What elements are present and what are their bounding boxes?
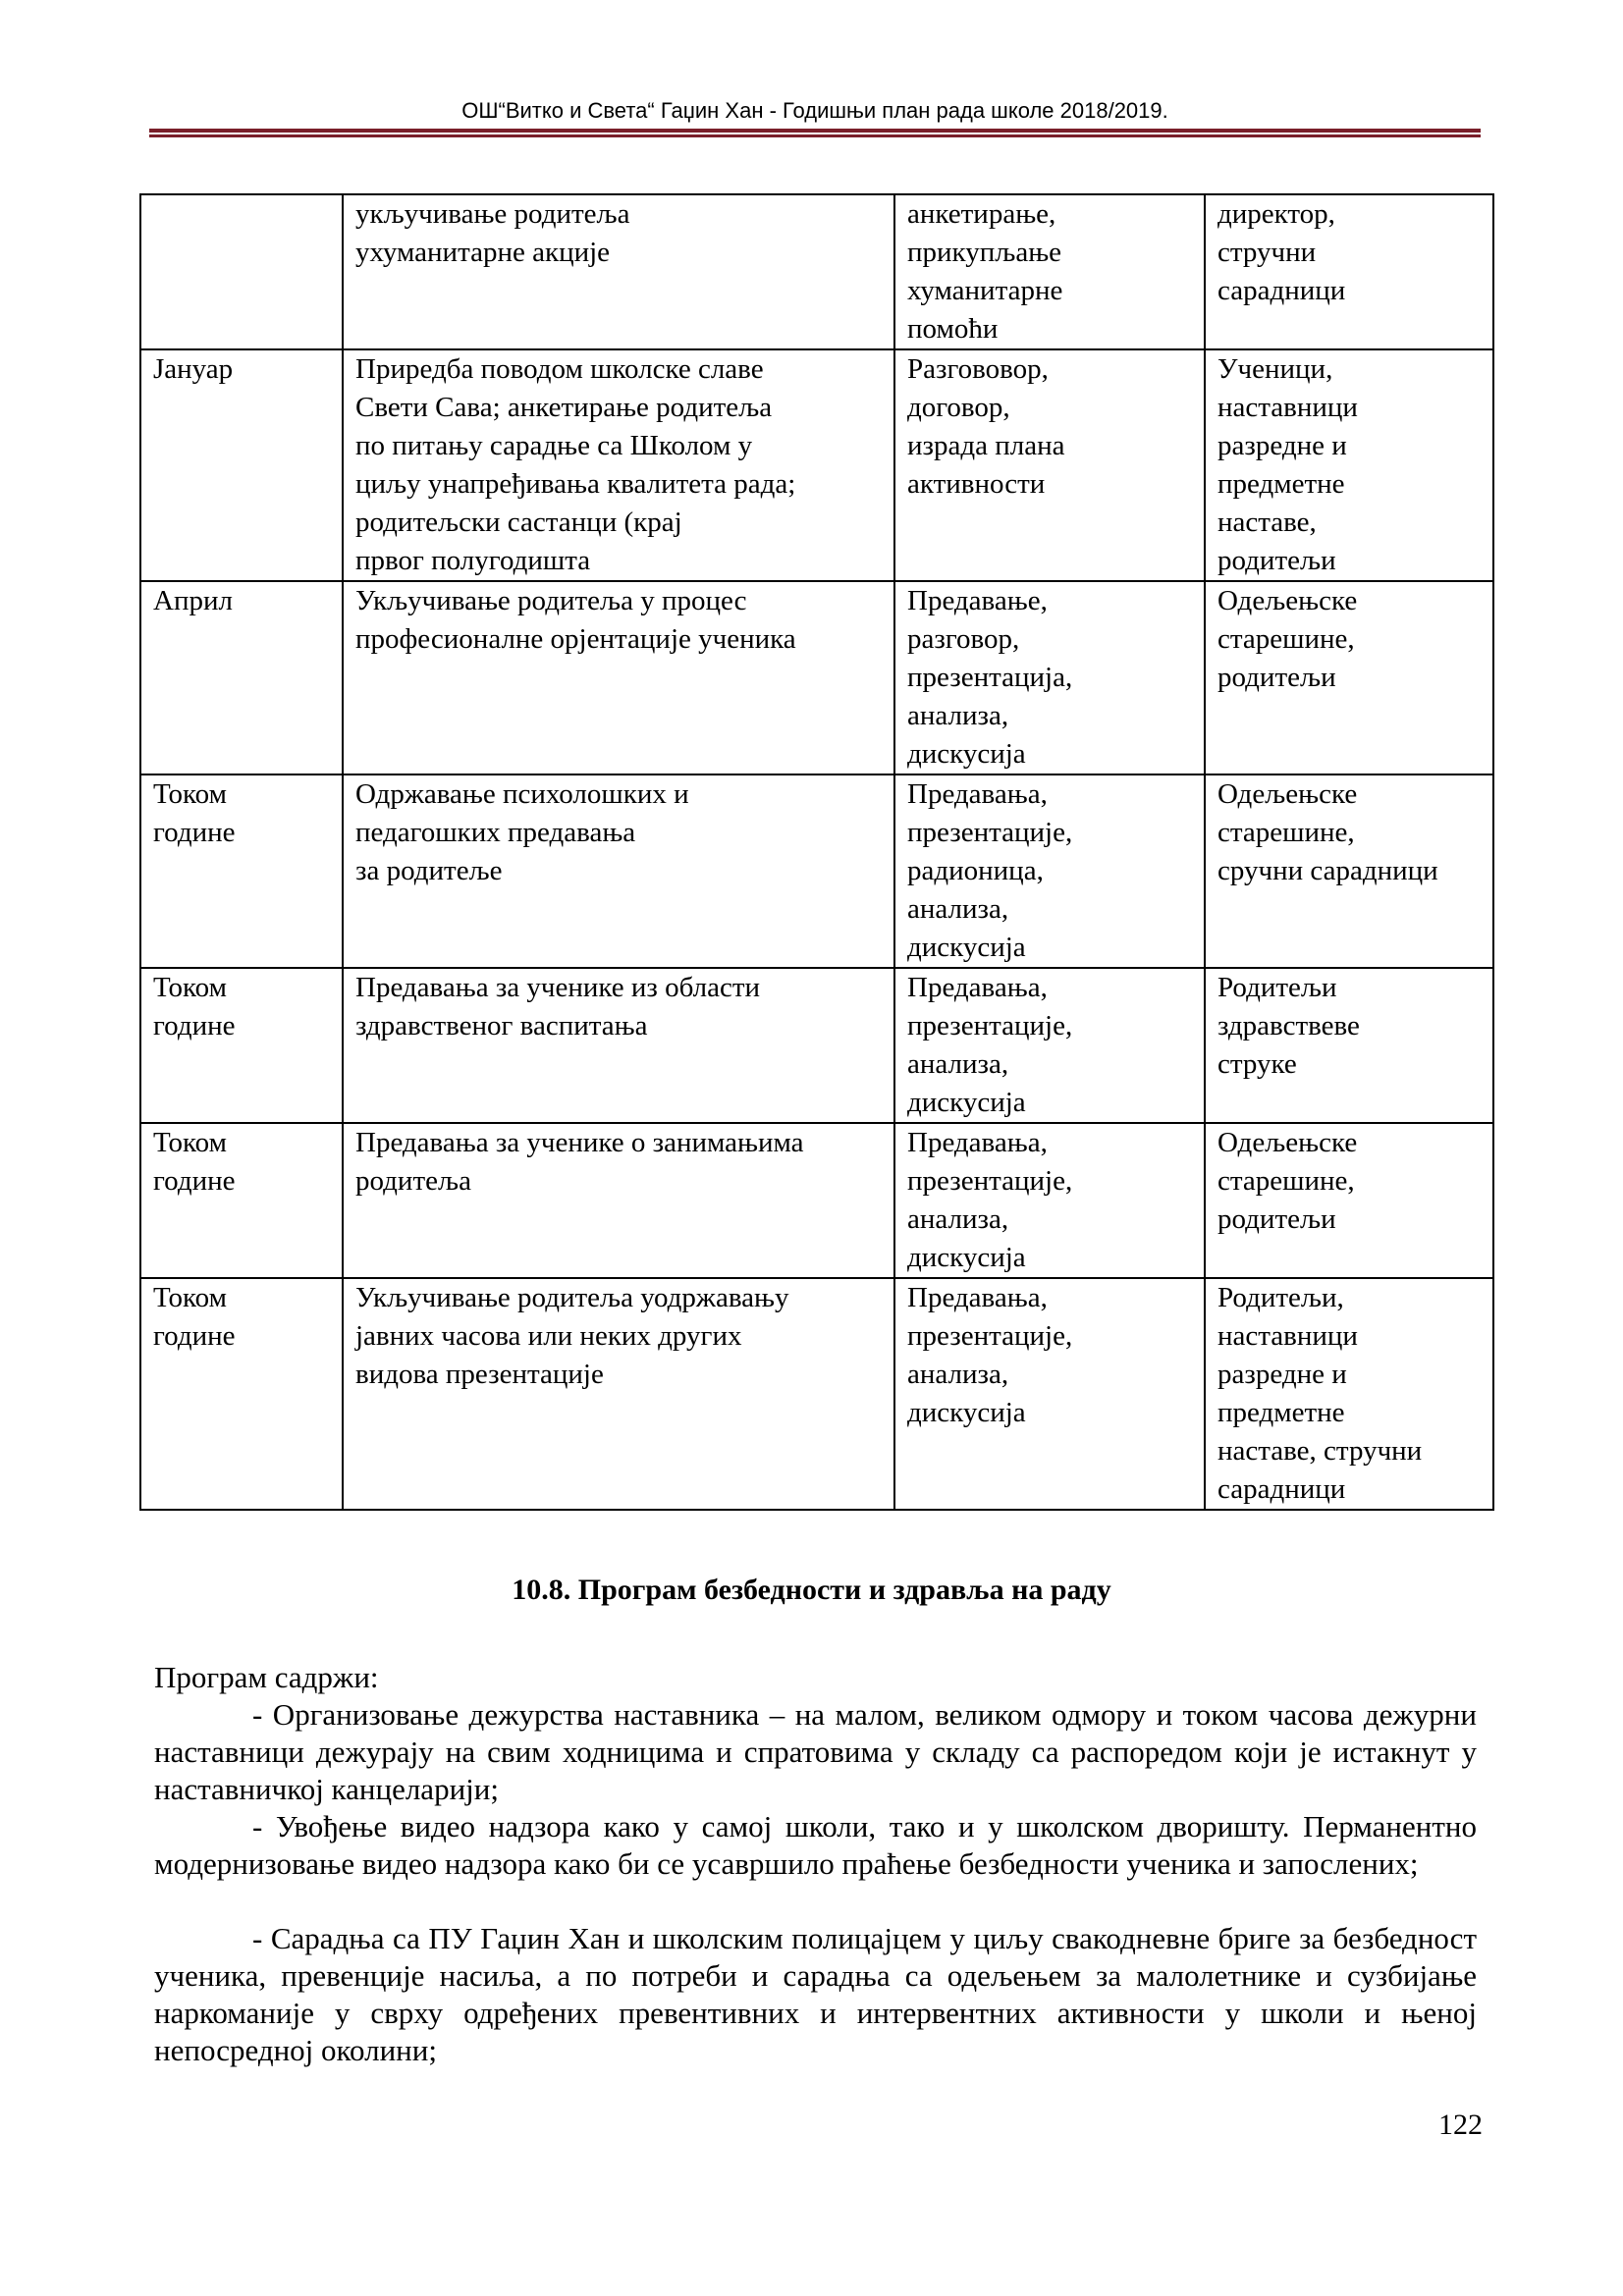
cell-line: педагошких предавања [355,817,636,848]
cell-line: године [153,1320,236,1352]
cell-line: анализа, [907,1359,1009,1390]
cell-responsible [1205,774,1493,968]
cell-activity [343,194,894,349]
cell-line: године [153,1010,236,1041]
cell-line: дискусија [907,1397,1026,1428]
program-item-video: - Увођење видео надзора како у самој школи, тако и у школском дворишту. Перманентно модернизовање видео надзора како би се усавршило праћење безбедности ученика и запослених; [154,1809,1477,1881]
program-intro: Програм садржи: [154,1660,379,1694]
cell-line: старешине, [1217,623,1355,655]
cell-line: Током [153,1282,227,1313]
cell-line: наставници [1217,392,1358,423]
page-header-title: ОШ“Витко и Света“ Гаџин Хан - Годишњи план рада школе 2018/2019. [461,98,1168,123]
cell-line: дискусија [907,1242,1026,1273]
cell-period [140,774,343,968]
cell-method [894,349,1205,581]
cell-line: здравственог васпитања [355,1010,648,1041]
cell-line: сарадници [1217,1473,1346,1505]
cell-method [894,581,1205,774]
cell-line: родитељски састанци (крај [355,507,682,538]
cell-line: родитељи [1217,1203,1336,1235]
cell-line: Родитељи [1217,972,1337,1003]
cell-line: Током [153,972,227,1003]
cell-line: разредне и [1217,1359,1347,1390]
cell-method [894,194,1205,349]
cell-line: здравствеве [1217,1010,1360,1041]
cell-line: помоћи [907,313,999,345]
cell-period [140,1123,343,1278]
cell-line: Свети Сава; анкетирање родитеља [355,392,773,423]
cell-line: Одељењске [1217,778,1358,810]
cell-line: предметне [1217,468,1345,500]
table-row [140,581,1493,774]
cell-line: сручни сарадници [1217,855,1438,886]
cell-line: струке [1217,1048,1297,1080]
section-heading: 10.8. Програм безбедности и здравља на раду [512,1574,1111,1606]
cell-line: анализа, [907,1048,1009,1080]
cell-line: старешине, [1217,1165,1355,1197]
cell-line: јавних часова или неких других [355,1320,742,1352]
cell-period [140,194,343,349]
page-number: 122 [1438,2109,1483,2141]
program-item-duty: - Организовање дежурства наставника – на малом, великом одмору и током часова дежурни наставници дежурају на свим ходницима и спратовима у складу са распоредом који је истакнут у наставничкој канцеларији; [154,1697,1477,1806]
cell-responsible [1205,581,1493,774]
cell-line: разговор, [907,623,1020,655]
cell-line: Предавања, [907,1127,1048,1158]
cell-line: презентације, [907,817,1073,848]
table-row [140,968,1493,1123]
cell-line: првог полугодишта [355,545,591,576]
cell-activity [343,349,894,581]
cell-line: наставе, стручни [1217,1435,1423,1467]
cell-line: презентација, [907,662,1073,693]
cell-line: Разгововор, [907,353,1049,385]
cell-line: Укључивање родитеља у процес [355,585,747,616]
cell-line: дискусија [907,932,1026,963]
header-rule [149,129,1481,139]
cell-line: анализа, [907,1203,1009,1235]
cell-activity [343,1278,894,1510]
cell-line: Предавања за ученике из области [355,972,761,1003]
cell-line: наставници [1217,1320,1358,1352]
cell-line: договор, [907,392,1010,423]
cell-line: Укључивање родитеља уодржавању [355,1282,789,1313]
cell-responsible [1205,968,1493,1123]
cell-line: Током [153,778,227,810]
cell-activity [343,774,894,968]
cell-line: наставе, [1217,507,1317,538]
cell-line: родитељи [1217,662,1336,693]
cell-line: предметне [1217,1397,1345,1428]
header-rule-thin [149,134,1481,137]
cell-line: родитеља [355,1165,471,1197]
cell-line: презентације, [907,1320,1073,1352]
cell-line: активности [907,468,1046,500]
activity-table-body [140,194,1493,1510]
cell-line: за родитеље [355,855,503,886]
cell-line: стручни [1217,237,1317,268]
cell-line: укључивање родитеља [355,198,630,230]
cell-line: старешине, [1217,817,1355,848]
cell-line: Родитељи, [1217,1282,1344,1313]
cell-period [140,581,343,774]
cell-line: године [153,817,236,848]
cell-line: Одељењске [1217,585,1358,616]
cell-activity [343,1123,894,1278]
program-item-police: - Сарадња са ПУ Гаџин Хан и школским полицајцем у циљу свакодневне бриге за безбедност ученика, превенције насиља, а по потреби и сарадња са одељењем за малолетнике и сузбијање наркоманије у сврху одређених превентивних и интервентних активности у школи и њеној непосредној околини; [154,1921,1477,2067]
cell-line: анализа, [907,700,1009,731]
cell-line: хуманитарне [907,275,1063,306]
cell-line: дискусија [907,1087,1026,1118]
cell-line: дискусија [907,738,1026,770]
cell-line: Јануар [153,353,234,385]
cell-line: презентације, [907,1165,1073,1197]
cell-activity [343,968,894,1123]
cell-line: израда плана [907,430,1065,461]
cell-line: циљу унапређивања квалитета рада; [355,468,796,500]
table-row [140,1278,1493,1510]
cell-period [140,349,343,581]
cell-line: Приредба поводом школске славе [355,353,764,385]
cell-period [140,968,343,1123]
cell-line: Предавање, [907,585,1048,616]
cell-line: по питању сарадње са Школом у [355,430,753,461]
cell-activity [343,581,894,774]
cell-responsible [1205,1123,1493,1278]
cell-line: анкетирање, [907,198,1056,230]
table-row [140,194,1493,349]
cell-line: Током [153,1127,227,1158]
cell-responsible [1205,1278,1493,1510]
cell-line: године [153,1165,236,1197]
table-row [140,774,1493,968]
cell-line: Предавања, [907,1282,1048,1313]
cell-line: Предавања, [907,778,1048,810]
cell-line: Одржавање психолошких и [355,778,689,810]
cell-line: професионалне орјентације ученика [355,623,796,655]
cell-line: Предавања, [907,972,1048,1003]
cell-line: сарадници [1217,275,1346,306]
cell-method [894,774,1205,968]
cell-method [894,1123,1205,1278]
cell-line: директор, [1217,198,1335,230]
cell-line: родитељи [1217,545,1336,576]
cell-responsible [1205,194,1493,349]
cell-line: Одељењске [1217,1127,1358,1158]
cell-line: Предавања за ученике о занимањима [355,1127,804,1158]
cell-line: радионица, [907,855,1044,886]
cell-period [140,1278,343,1510]
cell-line: анализа, [907,893,1009,925]
cell-line: разредне и [1217,430,1347,461]
cell-method [894,968,1205,1123]
table-row [140,1123,1493,1278]
cell-line: Април [153,585,233,616]
cell-line: прикупљање [907,237,1062,268]
cell-responsible [1205,349,1493,581]
cell-line: видова презентације [355,1359,604,1390]
cell-line: презентације, [907,1010,1073,1041]
table-row [140,349,1493,581]
activity-table [139,193,1494,1511]
cell-method [894,1278,1205,1510]
cell-line: ухуманитарне акције [355,237,611,268]
cell-line: Ученици, [1217,353,1333,385]
